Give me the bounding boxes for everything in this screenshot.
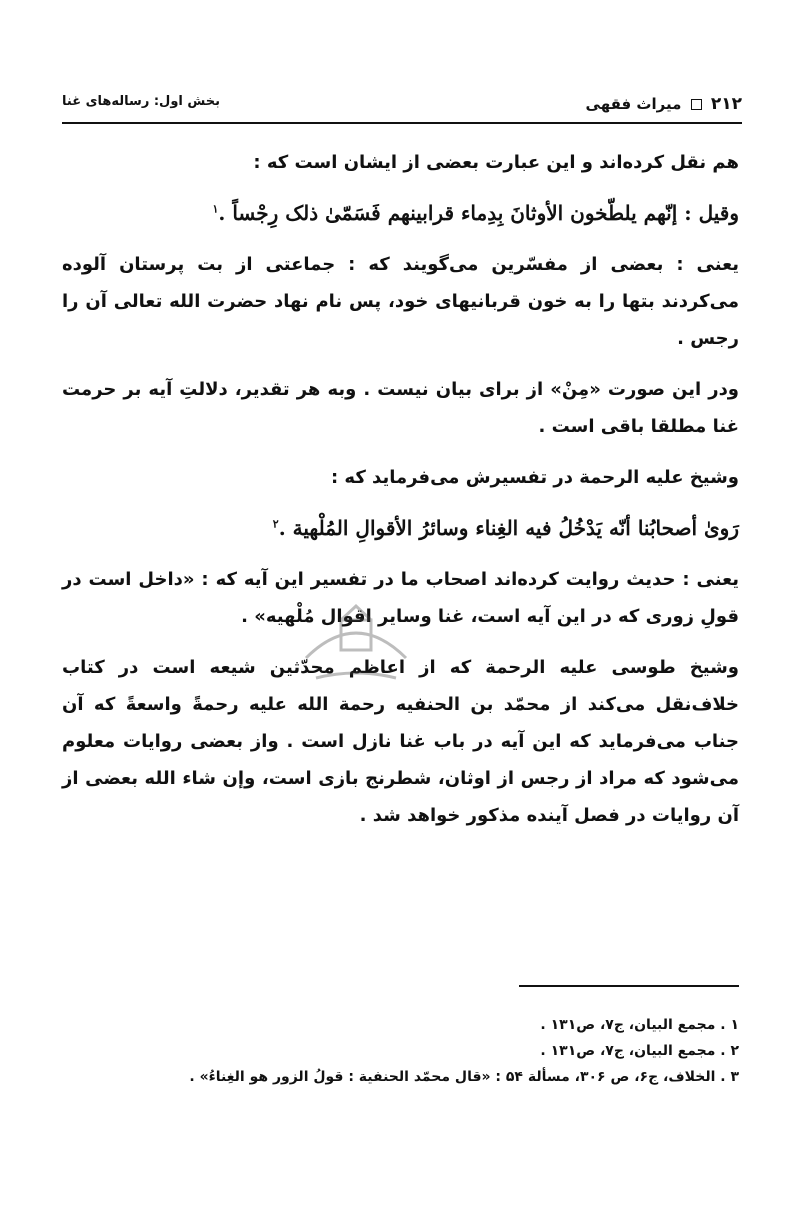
page-number: ۲۱۲ xyxy=(710,94,742,114)
header-page-info xyxy=(586,94,742,114)
footnote-separator xyxy=(519,985,739,987)
footnote-item: ۲ . مجمع البیان، ج۷، ص۱۳۱ . xyxy=(540,1043,739,1059)
paragraph: یعنی : حدیث روایت کرده‌اند اصحاب ما در تفسیر این آیه که : «داخل است در قولِ زوری که در این آیه است، غنا وسایر اقوال مُلْهیه» . xyxy=(62,569,739,627)
paragraph: هم نقل کرده‌اند و این عبارت بعضی از ایشان است که : xyxy=(253,152,739,173)
section-title: بخش اول: رساله‌های غنا xyxy=(62,94,221,109)
paragraph: ودر این صورت «مِنْ» از برای بیان نیست . وبه هر تقدیر، دلالتِ آیه بر حرمت غنا مطلقا باقی است . xyxy=(62,379,739,437)
book-title: میراث فقهی xyxy=(585,95,682,113)
arabic-quote: رَویٰ أصحابُنا أنّه یَدْخُلُ فیه الغِناء وسائرُ الأقوالِ المُلْهیة .$^۲$ xyxy=(272,516,739,540)
footnotes xyxy=(62,1012,739,1090)
footnote-item: ۱ . مجمع البیان، ج۷، ص۱۳۱ . xyxy=(540,1017,739,1033)
library-stamp-icon xyxy=(296,598,416,698)
main-text xyxy=(62,144,739,848)
paragraph: وشیخ علیه الرحمة در تفسیرش می‌فرماید که : xyxy=(330,467,739,488)
arabic-quote: وقیل : إنّهم یلطّخون الأوثانَ بِدِماء قرابینهم فَسَمّیٰ ذلک رِجْساً .$^۱$ xyxy=(212,201,739,225)
paragraph: یعنی : بعضی از مفسّرین می‌گویند که : جماعتی از بت پرستان آلوده می‌کردند بتها را به خون قربانیهای خود، پس نام نهاد حضرت الله تعالی آن را رجس . xyxy=(62,254,739,349)
running-header xyxy=(62,82,742,124)
footnote-item: ۳ . الخلاف، ج۶، ص ۳۰۶، مسألة ۵۴ : «قال محمّد الحنفیة : قولُ الزور هو الغِناءُ» . xyxy=(189,1069,739,1085)
square-bullet-icon xyxy=(691,99,702,110)
footnote-mark: ۲ xyxy=(272,517,279,531)
footnote-mark: ۱ xyxy=(212,202,219,216)
paragraph: وشیخ طوسی علیه الرحمة که از اعاظم محدّثین شیعه است در کتاب خلاف‌نقل می‌کند از محمّد بن الحنفیه رحمة الله علیه رحمةً واسعةً که آن جناب می‌فرماید که این آیه در باب غنا نازل است . واز بعضی روایات معلوم می‌شود که مراد از رجس از اوثان، شطرنج بازی است، وإن شاء الله بعضی از آن روایات در فصل آینده مذکور خواهد شد . xyxy=(62,657,739,826)
